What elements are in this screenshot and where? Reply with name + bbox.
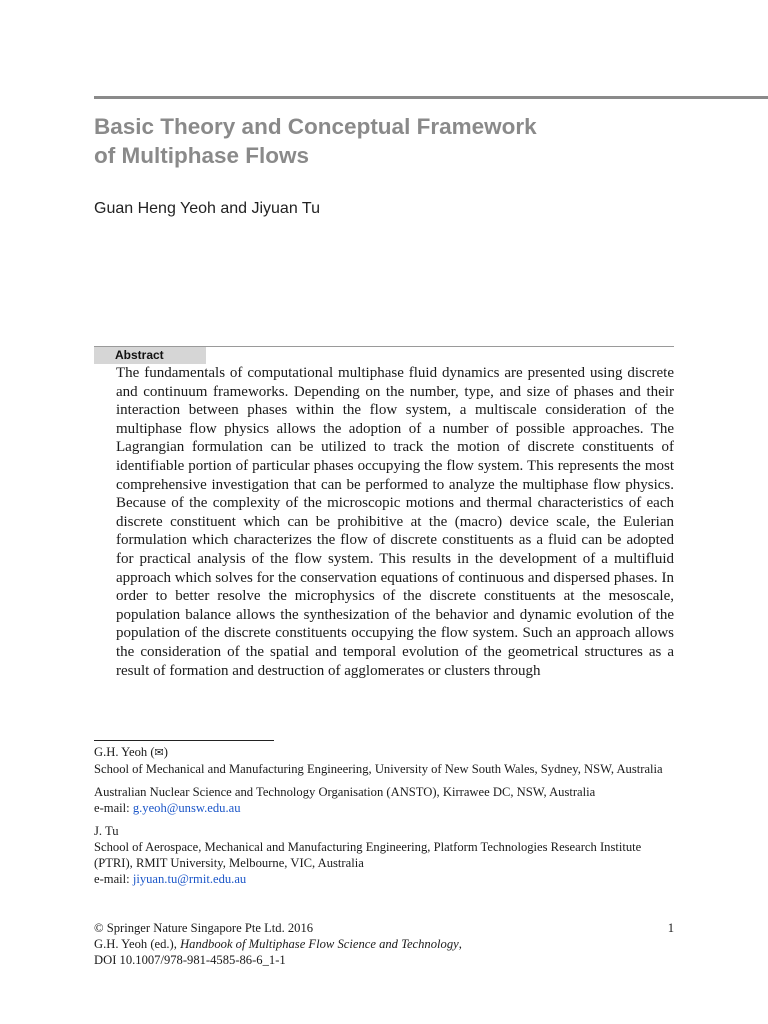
author2-email-line [94, 871, 674, 887]
citation-prefix: G.H. Yeoh (ed.), [94, 937, 181, 951]
author1-affiliation-1: School of Mechanical and Manufacturing Engineering, University of New South Wales, Sydney, NSW, Australia [94, 762, 663, 776]
citation-suffix: , [458, 937, 462, 951]
top-rule [94, 96, 768, 99]
doi-line[interactable]: DOI 10.1007/978-981-4585-86-6_1-1 [94, 953, 286, 967]
author1-name: G.H. Yeoh ( [94, 745, 155, 759]
author1-email-link[interactable]: g.yeoh@unsw.edu.au [132, 801, 241, 815]
page-number: 1 [667, 921, 674, 935]
chapter-title [94, 112, 694, 170]
envelope-icon[interactable]: ✉ [154, 746, 164, 759]
chapter-title-line-1: Basic Theory and Conceptual Framework [94, 114, 537, 139]
author1-affiliation-2: Australian Nuclear Science and Technology Organisation (ANSTO), Kirrawee DC, NSW, Australia [94, 785, 596, 799]
author1-email-line [94, 800, 674, 816]
copyright-line: © Springer Nature Singapore Pte Ltd. 2016 [94, 921, 314, 935]
abstract-text: The fundamentals of computational multiphase fluid dynamics are presented using discrete and continuum frameworks. Depending on the number, type, and size of phases and their interaction between phases within the flow system, a multiscale consideration of the multiphase flow physics allows the adoption of a number of possible approaches. The Lagrangian formulation can be utilized to track the motion of discrete constituents of identifiable portion of particular phases occupying the flow system. This represents the most comprehensive investigation that can be performed to analyze the multiphase flow physics. Because of the complexity of the microscopic motions and thermal characteristics of each discrete constituent which can be prohibitive at the (macro) device scale, the Eulerian formulation which characterizes the flow of discrete constituents as a fluid can be adopted for practical analysis of the flow system. This results in the development of a multifluid approach which solves for the conservation equations of continuous and dispersed phases. In order to better resolve the microphysics of the discrete constituents at the mesoscale, population balance allows the synthesization of the behavior and dynamic evolution of the population of the discrete constituents occupying the flow system. Such an approach allows the consideration of the spatial and temporal evolution of the geometrical structures as a result of formation and destruction of agglomerates or clusters through [116, 365, 674, 679]
chapter-title-line-2: of Multiphase Flows [94, 143, 310, 168]
bottom-matter [94, 920, 674, 968]
citation-book-title: Handbook of Multiphase Flow Science and Technology [180, 937, 459, 951]
footnotes [94, 744, 674, 887]
author-names: Guan Heng Yeoh and Jiyuan Tu [94, 200, 320, 217]
citation-line [94, 936, 674, 952]
abstract-label: Abstract [94, 347, 206, 364]
author2-name: J. Tu [94, 824, 119, 838]
author1-name-close: ) [163, 745, 168, 759]
footnote-rule [94, 740, 274, 741]
author2-email-link[interactable]: jiyuan.tu@rmit.edu.au [132, 872, 247, 886]
author2-email-label: e-mail: [94, 872, 133, 886]
author1-name-line [94, 744, 674, 761]
author1-email-label: e-mail: [94, 801, 133, 815]
author2-affiliation: School of Aerospace, Mechanical and Manufacturing Engineering, Platform Technologies Research Institute (PTRI), RMIT University, Melbourne, VIC, Australia [94, 840, 642, 870]
